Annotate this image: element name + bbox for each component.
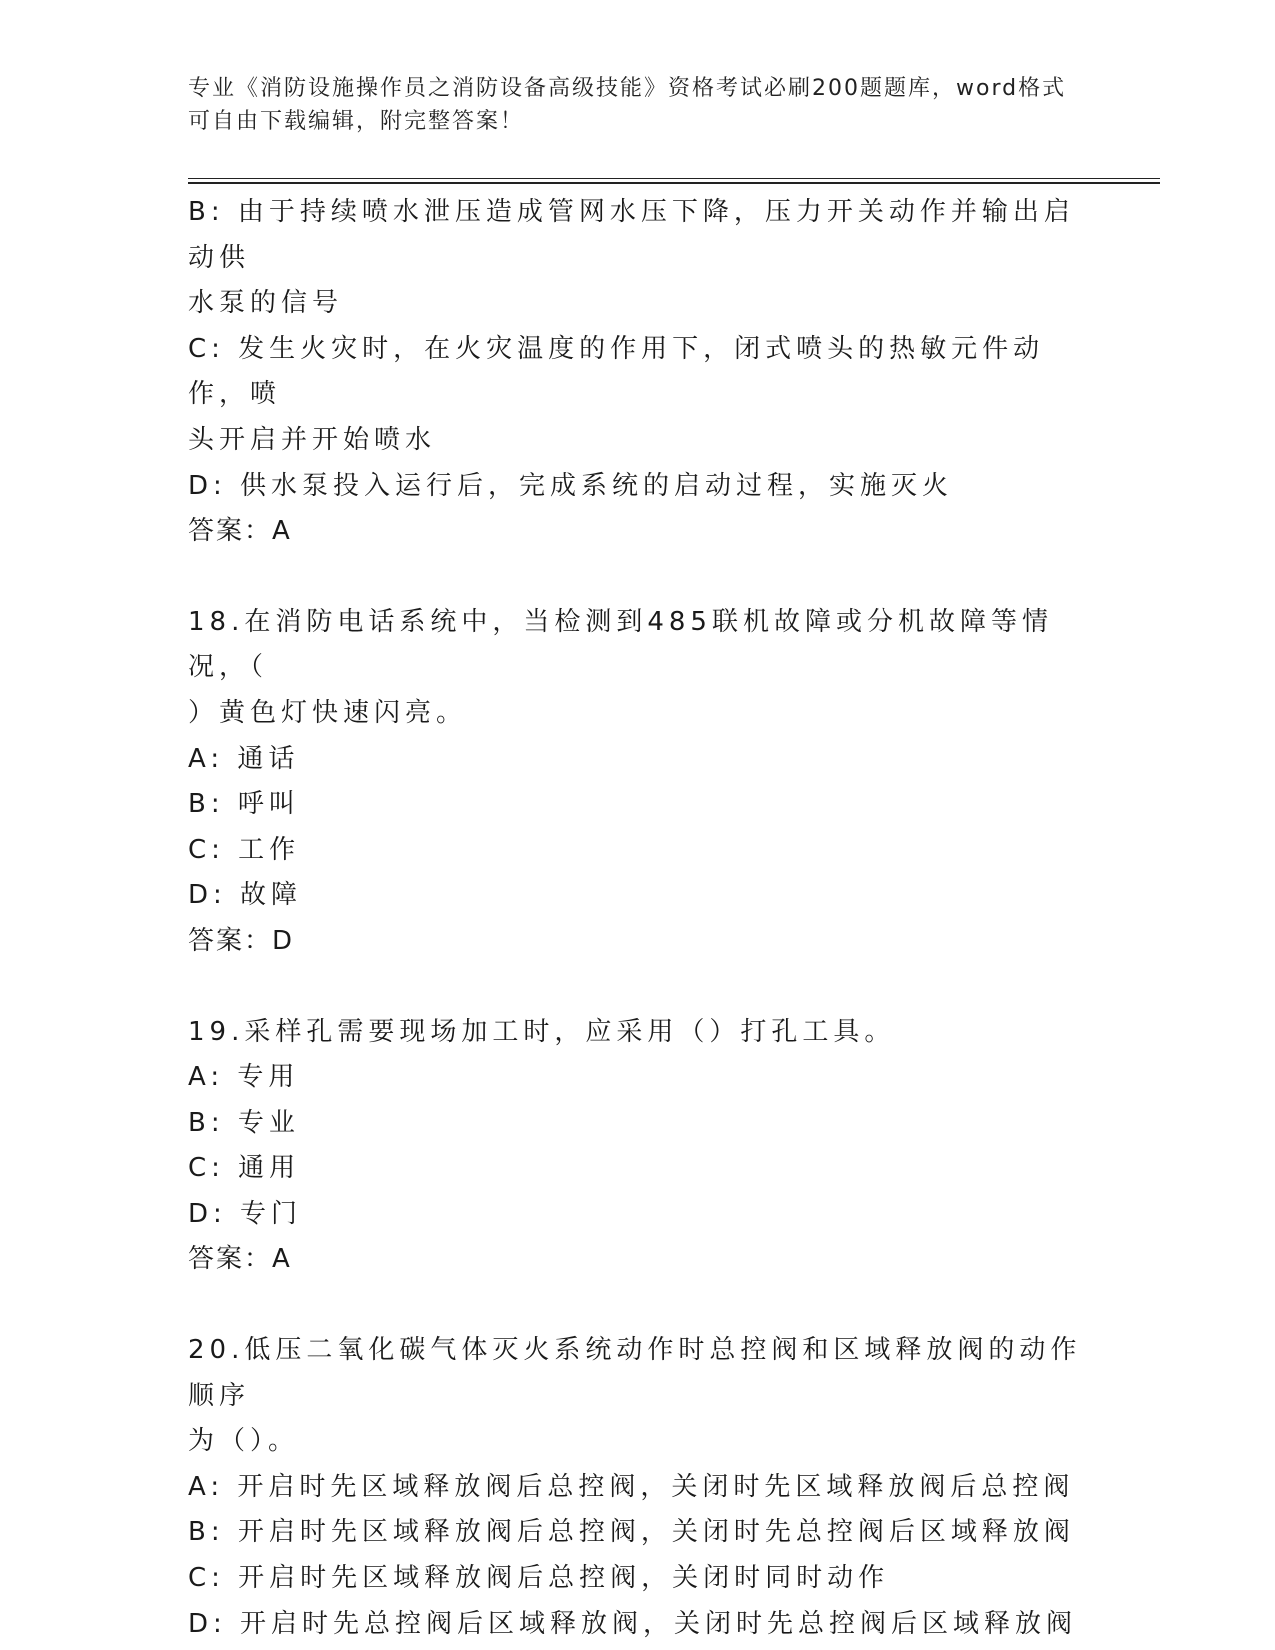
spacer xyxy=(188,555,1088,600)
option-b: B: 专业 xyxy=(188,1107,300,1138)
question-stem-continued: ）黄色灯快速闪亮。 xyxy=(188,697,468,728)
question-18 xyxy=(188,600,1088,965)
option-c: C: 开启时先区域释放阀后总控阀，关闭时同时动作 xyxy=(188,1563,890,1594)
header-divider-thick xyxy=(188,182,1160,184)
option-c: C: 发生火灾时，在火灾温度的作用下，闭式喷头的热敏元件动作，喷 xyxy=(188,333,1045,410)
answer: 答案：A xyxy=(188,1244,292,1275)
option-a: A: 专用 xyxy=(188,1062,300,1093)
question-19 xyxy=(188,1010,1088,1284)
option-a: A: 开启时先区域释放阀后总控阀，关闭时先区域释放阀后总控阀 xyxy=(188,1471,1075,1502)
previous-question-tail xyxy=(188,190,1088,555)
answer: 答案：A xyxy=(188,516,292,547)
question-stem: 18.在消防电话系统中，当检测到485联机故障或分机故障等情况，（ xyxy=(188,606,1053,683)
question-stem: 20.低压二氧化碳气体灭火系统动作时总控阀和区域释放阀的动作顺序 xyxy=(188,1335,1082,1411)
option-b-continued: 水泵的信号 xyxy=(188,288,344,319)
option-a: A: 通话 xyxy=(188,743,300,774)
page-header: 专业《消防设施操作员之消防设备高级技能》资格考试必刷200题题库，word格式可自由下载编辑，附完整答案！ xyxy=(188,76,1067,134)
spacer xyxy=(188,1283,1088,1328)
question-stem: 19.采样孔需要现场加工时，应采用（）打孔工具。 xyxy=(188,1016,896,1047)
answer: 答案：D xyxy=(188,925,295,956)
question-stem-continued: 为（）。 xyxy=(188,1426,300,1457)
option-c-continued: 头开启并开始喷水 xyxy=(188,424,437,455)
option-b: B: 由于持续喷水泄压造成管网水压下降，压力开关动作并输出启动供 xyxy=(188,197,1075,273)
option-c: C: 通用 xyxy=(188,1153,301,1184)
option-d: D: 故障 xyxy=(188,880,303,911)
option-d: D: 开启时先总控阀后区域释放阀，关闭时先总控阀后区域释放阀 xyxy=(188,1608,1078,1639)
option-b: B: 开启时先区域释放阀后总控阀，关闭时先总控阀后区域释放阀 xyxy=(188,1517,1075,1548)
option-d: D: 专门 xyxy=(188,1198,303,1229)
spacer xyxy=(188,965,1088,1010)
option-b: B: 呼叫 xyxy=(188,789,300,820)
option-c: C: 工作 xyxy=(188,834,301,865)
option-d: D: 供水泵投入运行后，完成系统的启动过程，实施灭火 xyxy=(188,470,954,501)
question-20 xyxy=(188,1328,1088,1647)
question-content xyxy=(188,190,1088,1647)
header-divider-thin xyxy=(188,178,1160,179)
